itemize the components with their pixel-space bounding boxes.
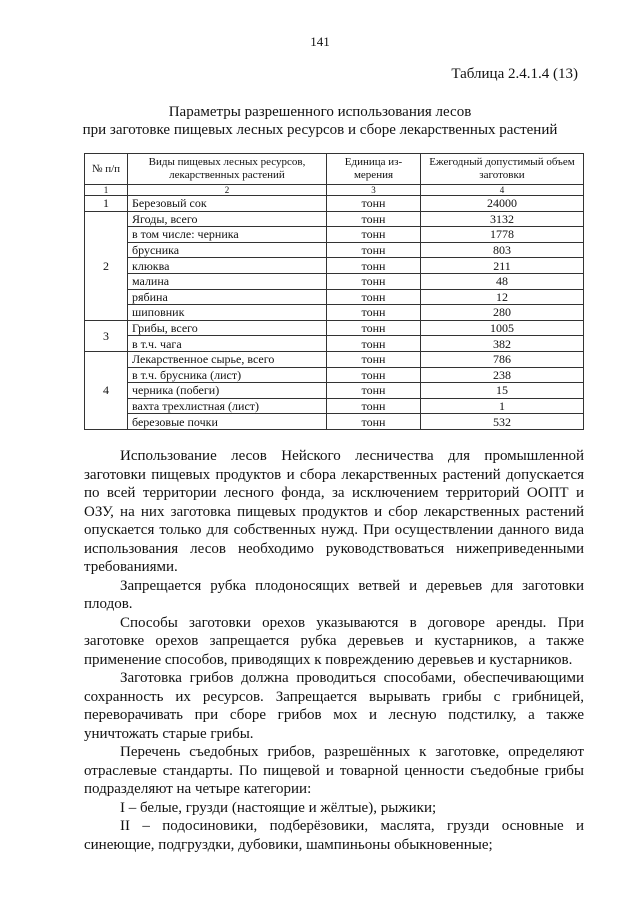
- unit-cell: тонн: [327, 367, 421, 383]
- page-number: 141: [310, 34, 330, 49]
- resource-name: в том числе: черника: [128, 227, 327, 243]
- resource-name: малина: [128, 273, 327, 289]
- resource-name: березовые почки: [128, 414, 327, 430]
- table-row: [85, 242, 584, 258]
- resource-name: клюква: [128, 258, 327, 274]
- resource-name: Березовый сок: [128, 196, 327, 212]
- volume-cell: 786: [421, 351, 584, 367]
- resource-name: в т.ч. брусника (лист): [128, 367, 327, 383]
- table-index-row: [85, 185, 584, 196]
- unit-cell: тонн: [327, 383, 421, 399]
- table-label: Таблица 2.4.1.4 (13): [451, 66, 578, 82]
- paragraph: I – белые, грузди (настоящие и жёлтые), рыжики;: [120, 799, 437, 816]
- header-unit: Единица из-мерения: [327, 154, 421, 185]
- table-row: [85, 414, 584, 430]
- table-row: [85, 258, 584, 274]
- resource-name: рябина: [128, 289, 327, 305]
- col-index: 3: [327, 185, 421, 196]
- volume-cell: 803: [421, 242, 584, 258]
- header-resource-type: Виды пищевых лесных ресурсов, лекарственных растений: [128, 154, 327, 185]
- volume-cell: 3132: [421, 211, 584, 227]
- table-row: [85, 227, 584, 243]
- unit-cell: тонн: [327, 211, 421, 227]
- title-line: при заготовке пищевых лесных ресурсов и сборе лекарственных растений: [82, 122, 558, 138]
- table-row: [85, 336, 584, 352]
- header-num: № п/п: [85, 154, 128, 185]
- resource-name: Грибы, всего: [128, 320, 327, 336]
- table-row: [85, 273, 584, 289]
- paragraph: Перечень съедобных грибов, разрешённых к заготовке, определяют отраслевые стандарты. По пищевой и товарной ценности съедобные грибы подразделяют на четыре категории:: [84, 744, 584, 797]
- volume-cell: 12: [421, 289, 584, 305]
- header-volume: Ежегодный допустимый объем заготовки: [421, 154, 584, 185]
- col-index: 1: [85, 185, 128, 196]
- volume-cell: 24000: [421, 196, 584, 212]
- paragraph: II – подосиновики, подберёзовики, маслята, грузди основные и синеющие, подгруздки, дубовики, шампиньоны обыкновенные;: [84, 818, 584, 853]
- row-number: 3: [85, 320, 128, 351]
- unit-cell: тонн: [327, 414, 421, 430]
- unit-cell: тонн: [327, 320, 421, 336]
- volume-cell: 1778: [421, 227, 584, 243]
- resource-name: Лекарственное сырье, всего: [128, 351, 327, 367]
- table-row: [85, 211, 584, 227]
- row-number: 2: [85, 211, 128, 320]
- unit-cell: тонн: [327, 258, 421, 274]
- volume-cell: 1005: [421, 320, 584, 336]
- resource-name: брусника: [128, 242, 327, 258]
- table-row: [85, 383, 584, 399]
- row-number: 4: [85, 351, 128, 429]
- resource-name: Ягоды, всего: [128, 211, 327, 227]
- volume-cell: 48: [421, 273, 584, 289]
- volume-cell: 15: [421, 383, 584, 399]
- resources-table: [84, 153, 584, 430]
- paragraph: Заготовка грибов должна проводиться способами, обеспечивающими сохранность их ресурсов. Запрещается вырывать грибы с грибницей, переворачивать при сборе грибов мох и лесную подстилку, а также уничтожать старые грибы.: [84, 670, 584, 742]
- unit-cell: тонн: [327, 227, 421, 243]
- paragraph: Способы заготовки орехов указываются в договоре аренды. При заготовке орехов запрещается рубка деревьев и кустарников, а также применение способов, приводящих к повреждению деревьев и кустарников.: [84, 614, 584, 668]
- table-row: [85, 305, 584, 321]
- table-row: [85, 289, 584, 305]
- col-index: 2: [128, 185, 327, 196]
- resource-name: вахта трехлистная (лист): [128, 398, 327, 414]
- col-index: 4: [421, 185, 584, 196]
- volume-cell: 211: [421, 258, 584, 274]
- unit-cell: тонн: [327, 196, 421, 212]
- table-header-row: [85, 154, 584, 185]
- unit-cell: тонн: [327, 273, 421, 289]
- unit-cell: тонн: [327, 351, 421, 367]
- body-text: [84, 447, 584, 854]
- table-title: [0, 103, 640, 139]
- table-row: [85, 196, 584, 212]
- paragraph: Запрещается рубка плодоносящих ветвей и деревьев для заготовки плодов.: [84, 577, 584, 612]
- volume-cell: 280: [421, 305, 584, 321]
- unit-cell: тонн: [327, 289, 421, 305]
- volume-cell: 1: [421, 398, 584, 414]
- volume-cell: 382: [421, 336, 584, 352]
- volume-cell: 532: [421, 414, 584, 430]
- table-row: [85, 398, 584, 414]
- resource-name: шиповник: [128, 305, 327, 321]
- title-line: Параметры разрешенного использования лесов: [168, 104, 472, 120]
- unit-cell: тонн: [327, 398, 421, 414]
- resource-name: в т.ч. чага: [128, 336, 327, 352]
- unit-cell: тонн: [327, 305, 421, 321]
- table-row: [85, 320, 584, 336]
- table-body: [85, 196, 584, 430]
- paragraph: Использование лесов Нейского лесничества для промышленной заготовки пищевых продуктов и сбора лекарственных растений допускается по всей территории лесного фонда, за исключением территорий ООПТ и ОЗУ, на них заготовка пищевых продуктов и сбор лекарственных растений опускается только для собственных нужд. При осуществлении данного вида использования лесов необходимо руководствоваться нижеприведенными требованиями.: [84, 448, 584, 575]
- resource-name: черника (побеги): [128, 383, 327, 399]
- volume-cell: 238: [421, 367, 584, 383]
- unit-cell: тонн: [327, 336, 421, 352]
- row-number: 1: [85, 196, 128, 212]
- table-row: [85, 351, 584, 367]
- table-row: [85, 367, 584, 383]
- unit-cell: тонн: [327, 242, 421, 258]
